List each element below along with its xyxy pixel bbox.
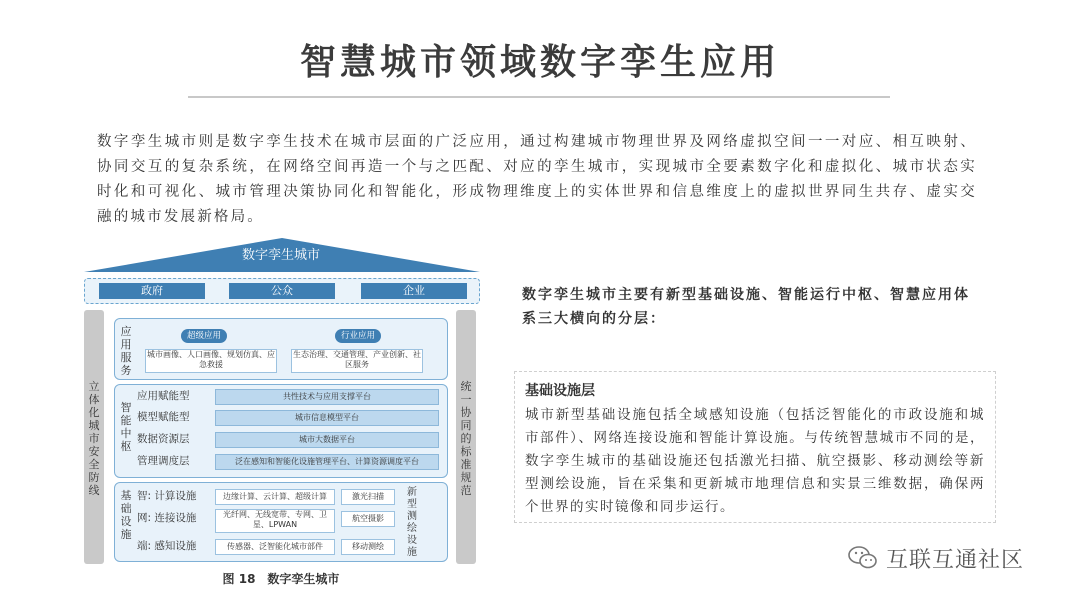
hub-row-label: 模型赋能型: [137, 411, 190, 423]
infra-row-label: 端: 感知设施: [137, 540, 197, 552]
stakeholder-enterprise: 企业: [361, 283, 467, 299]
right-pillar: [456, 310, 476, 564]
industry-app-desc: 生态治理、交通管理、产业创新、社区服务: [291, 349, 423, 373]
super-app-cylinder: 超级应用: [181, 329, 227, 343]
infra-row-label: 网: 连接设施: [137, 512, 197, 524]
infra-row-extra: 移动测绘: [341, 539, 395, 555]
infra-row-label: 智: 计算设施: [137, 490, 197, 502]
hub-row-label: 数据资源层: [137, 433, 190, 445]
left-pillar: [84, 310, 104, 564]
summary-text: 数字孪生城市主要有新型基础设施、智能运行中枢、智慧应用体系三大横向的分层：: [522, 287, 970, 327]
infra-row-extra: 航空摄影: [341, 511, 395, 527]
infra-layer-title: 基础设施: [120, 489, 132, 541]
hub-layer: [114, 384, 448, 478]
left-pillar-label: 立体化城市安全防线: [88, 380, 100, 497]
title-divider: [188, 96, 890, 98]
stakeholder-row: [84, 278, 480, 304]
app-layer: [114, 318, 448, 380]
hub-row-value: 城市信息模型平台: [215, 410, 439, 426]
industry-app-cylinder: 行业应用: [335, 329, 381, 343]
hub-row-value: 城市大数据平台: [215, 432, 439, 448]
infra-row-extra: 激光扫描: [341, 489, 395, 505]
roof-label: 数字孪生城市: [241, 248, 320, 263]
hub-row-label: 应用赋能型: [137, 390, 190, 402]
infra-row-value: 传感器、泛智能化城市部件: [215, 539, 335, 555]
hub-row-value: 泛在感知和智能化设施管理平台、计算资源调度平台: [215, 454, 439, 470]
new-mapping-label: 新型测绘设施: [407, 487, 417, 558]
super-app-desc: 城市画像、人口画像、规划仿真、应急救援: [145, 349, 277, 373]
hub-row-label: 管理调度层: [137, 455, 190, 467]
watermark: [848, 540, 1024, 576]
infra-row-value: 光纤网、无线宽带、专网、卫星、LPWAN: [215, 509, 335, 533]
infra-row-value: 边缘计算、云计算、超级计算: [215, 489, 335, 505]
intro-paragraph: 数字孪生城市则是数字孪生技术在城市层面的广泛应用，通过构建城市物理世界及网络虚拟空间一一对应、相互映射、协同交互的复杂系统，在网络空间再造一个与之匹配、对应的孪生城市，实现城市全要素数字化和虚拟化、城市状态实时化和可视化、城市管理决策协同化和智能化，形成物理维度上的实体世界和信息维度上的虚拟世界同生共存、虚实交融的城市发展新格局。: [97, 134, 977, 225]
infra-box-title: 基础设施层: [525, 383, 595, 399]
infra-box-body: 城市新型基础设施包括全域感知设施（包括泛智能化的市政设施和城市部件）、网络连接设施和智能计算设施。与传统智慧城市不同的是，数字孪生城市的基础设施还包括激光扫描、航空摄影、移动测绘等新型测绘设施，旨在采集和更新城市地理信息和实景三维数据，确保两个世界的实时镜像和同步运行。: [525, 407, 985, 515]
wechat-icon: [848, 545, 878, 571]
infra-layer: [114, 482, 448, 562]
stakeholder-government: 政府: [99, 283, 205, 299]
hub-layer-title: 智能中枢: [120, 401, 132, 453]
hub-row-value: 共性技术与应用支撑平台: [215, 389, 439, 405]
page-title: 智慧城市领域数字孪生应用: [299, 42, 780, 83]
infra-description-box: [514, 371, 996, 523]
figure-caption: 图 18 数字孪生城市: [222, 572, 340, 586]
watermark-text: 互联互通社区: [886, 547, 1025, 573]
right-pillar-label: 统一协同的标准规范: [460, 380, 472, 497]
stakeholder-public: 公众: [229, 283, 335, 299]
app-layer-title: 应用服务: [120, 325, 132, 377]
digital-twin-city-diagram: [80, 236, 482, 592]
